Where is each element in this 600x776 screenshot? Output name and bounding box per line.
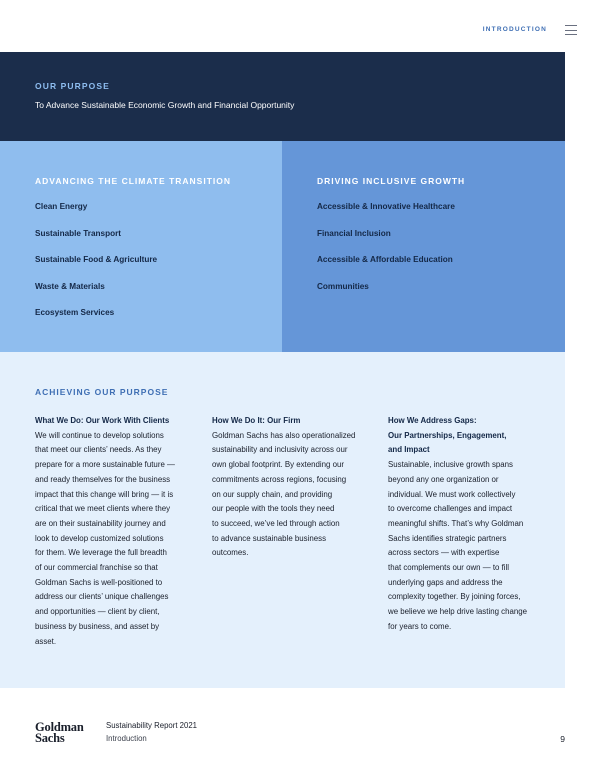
list-item: Waste & Materials	[35, 281, 105, 291]
column-heading: How We Address Gaps:	[388, 416, 477, 425]
text-line: to succeed, we’ve led through action	[212, 518, 340, 528]
text-line: meaningful shifts. That’s why Goldman	[388, 518, 524, 528]
text-line: impact that this change will bring — it is	[35, 489, 174, 499]
text-line: sustainability and inclusivity across our	[212, 445, 348, 455]
column-body	[212, 429, 384, 561]
text-line: to advance sustainable business	[212, 533, 327, 543]
text-line: our people with the tools they need	[212, 504, 335, 514]
text-line: across sectors — with expertise	[388, 548, 500, 558]
list-item: Financial Inclusion	[317, 228, 391, 238]
text-line: are on their sustainability journey and	[35, 518, 166, 528]
text-line: Sachs identifies strategic partners	[388, 533, 507, 543]
purpose-text: To Advance Sustainable Economic Growth and Financial Opportunity	[35, 100, 295, 110]
text-line: We will continue to develop solutions	[35, 430, 164, 440]
text-line: of our commercial franchise so that	[35, 563, 158, 573]
text-line: beyond any one organization or	[388, 474, 499, 484]
climate-list	[35, 202, 157, 335]
text-line: look to develop customized solutions	[35, 533, 164, 543]
list-item: Clean Energy	[35, 202, 88, 211]
text-line: underlying gaps and address the	[388, 577, 503, 587]
inclusive-panel	[282, 141, 565, 352]
column-heading: Our Partnerships, Engagement,	[388, 430, 507, 440]
column-firm	[212, 414, 384, 561]
menu-icon[interactable]	[565, 25, 577, 35]
logo-line: Goldman	[35, 720, 84, 734]
text-line: asset.	[35, 636, 57, 646]
text-line: Sustainable, inclusive growth spans	[388, 460, 514, 470]
text-line: commitments across regions, focusing	[212, 474, 347, 484]
page-number: 9	[560, 734, 565, 744]
top-bar	[0, 0, 600, 52]
list-item: Ecosystem Services	[35, 308, 115, 317]
achieving-label: ACHIEVING OUR PURPOSE	[35, 387, 169, 397]
column-clients	[35, 414, 207, 649]
inclusive-label: DRIVING INCLUSIVE GROWTH	[317, 176, 466, 186]
list-item: Accessible & Innovative Healthcare	[317, 202, 455, 211]
text-line: that meet our clients’ needs. As they	[35, 445, 162, 455]
purpose-panel	[0, 52, 565, 141]
text-line: that complements our own — to fill	[388, 563, 510, 573]
footer	[0, 688, 600, 776]
list-item: Communities	[317, 281, 369, 291]
list-item: Sustainable Transport	[35, 228, 121, 238]
text-line: to overcome challenges and impact	[388, 504, 513, 514]
text-line: for them. We leverage the full breadth	[35, 548, 167, 558]
section-label[interactable]: INTRODUCTION	[482, 26, 547, 33]
text-line: business by business, and asset by	[35, 621, 160, 631]
text-line: Goldman Sachs is well-positioned to	[35, 577, 163, 587]
text-line: outcomes.	[212, 548, 249, 558]
list-item: Accessible & Affordable Education	[317, 255, 453, 264]
text-line: and opportunities — client by client,	[35, 607, 160, 617]
climate-panel	[0, 141, 282, 352]
text-line: and ready themselves for the business	[35, 474, 171, 484]
purpose-label: OUR PURPOSE	[35, 81, 110, 91]
climate-label: ADVANCING THE CLIMATE TRANSITION	[35, 176, 232, 186]
goldman-sachs-logo[interactable]	[35, 722, 84, 744]
text-line: prepare for a more sustainable future —	[35, 460, 175, 470]
text-line: critical that we meet clients where they	[35, 504, 171, 514]
text-line: Goldman Sachs has also operationalized	[212, 430, 356, 440]
report-title: Sustainability Report 2021	[106, 721, 198, 730]
inclusive-list	[317, 202, 455, 308]
text-line: individual. We must work collectively	[388, 489, 516, 499]
text-line: address our clients’ unique challenges	[35, 592, 169, 602]
column-heading: How We Do It: Our Firm	[212, 416, 301, 425]
text-line: own global footprint. By extending our	[212, 460, 345, 470]
text-line: complexity together. By joining forces,	[388, 592, 521, 602]
column-gaps	[388, 414, 560, 635]
list-item: Sustainable Food & Agriculture	[35, 255, 158, 264]
column-body	[35, 429, 207, 650]
column-heading: What We Do: Our Work With Clients	[35, 416, 170, 425]
logo-line: Sachs	[35, 731, 65, 745]
column-heading: and Impact	[388, 445, 430, 455]
column-body	[388, 458, 560, 634]
text-line: we believe we help drive lasting change	[388, 607, 528, 617]
report-section: Introduction	[106, 734, 147, 743]
text-line: for years to come.	[388, 621, 452, 631]
text-line: on our supply chain, and providing	[212, 489, 333, 499]
achieving-panel	[0, 352, 565, 688]
